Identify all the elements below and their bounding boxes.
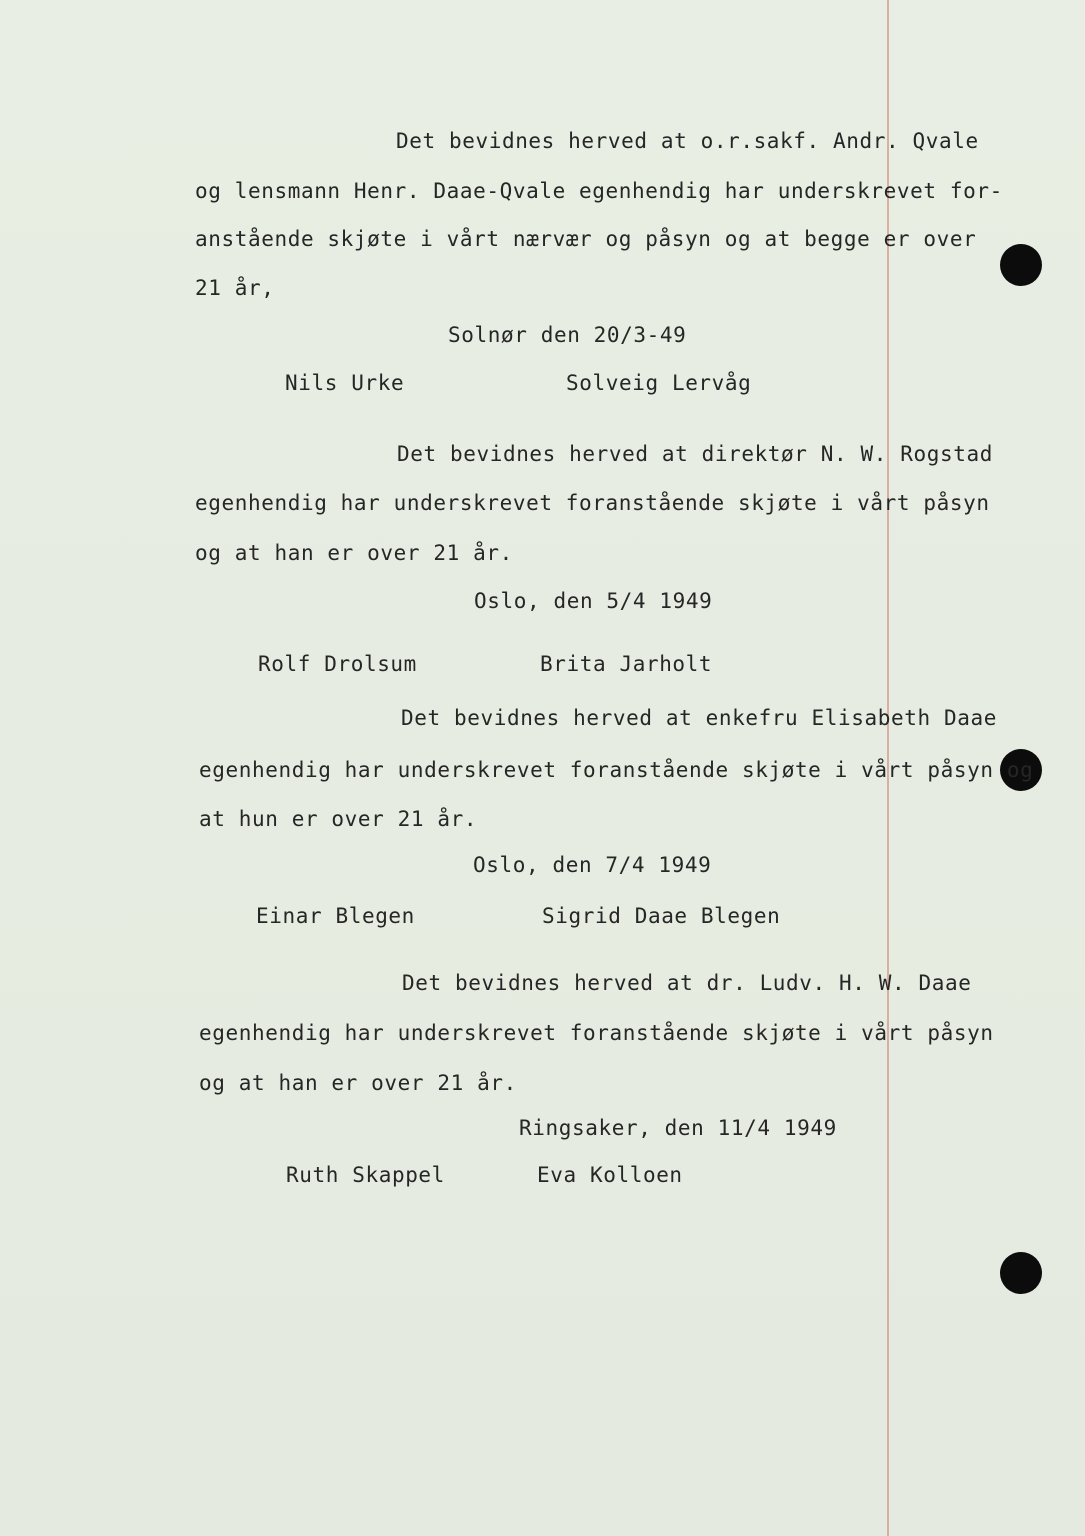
- attestation-2-line-3: og at han er over 21 år.: [195, 541, 513, 565]
- attestation-4-witness-2: Eva Kolloen: [537, 1163, 683, 1187]
- attestation-3-place-date: Oslo, den 7/4 1949: [473, 853, 712, 877]
- attestation-4-line-3: og at han er over 21 år.: [199, 1071, 517, 1095]
- attestation-1-witness-2: Solveig Lervåg: [566, 371, 752, 395]
- punch-hole: [1000, 1252, 1042, 1294]
- attestation-1-witness-1: Nils Urke: [285, 371, 405, 395]
- attestation-3-line-1: Det bevidnes herved at enkefru Elisabeth Daae: [401, 706, 997, 730]
- attestation-3-line-2: egenhendig har underskrevet foranstående skjøte i vårt påsyn og: [199, 758, 1034, 782]
- attestation-1-place-date: Solnør den 20/3-49: [448, 323, 687, 347]
- attestation-2-line-2: egenhendig har underskrevet foranstående skjøte i vårt påsyn: [195, 491, 990, 515]
- attestation-3-witness-1: Einar Blegen: [256, 904, 415, 928]
- attestation-2-line-1: Det bevidnes herved at direktør N. W. Rogstad: [397, 442, 993, 466]
- attestation-4-witness-1: Ruth Skappel: [286, 1163, 445, 1187]
- attestation-1-line-2: og lensmann Henr. Daae-Qvale egenhendig har underskrevet for-: [195, 179, 1003, 203]
- attestation-4-line-2: egenhendig har underskrevet foranstående skjøte i vårt påsyn: [199, 1021, 994, 1045]
- attestation-3-line-3: at hun er over 21 år.: [199, 807, 478, 831]
- attestation-1-line-3: anstående skjøte i vårt nærvær og påsyn og at begge er over: [195, 227, 977, 251]
- attestation-2-witness-1: Rolf Drolsum: [258, 652, 417, 676]
- attestation-2-place-date: Oslo, den 5/4 1949: [474, 589, 713, 613]
- attestation-1-line-4: 21 år,: [195, 276, 275, 300]
- attestation-1-line-1: Det bevidnes herved at o.r.sakf. Andr. Qvale: [396, 129, 979, 153]
- attestation-4-line-1: Det bevidnes herved at dr. Ludv. H. W. Daae: [402, 971, 972, 995]
- punch-hole: [1000, 244, 1042, 286]
- attestation-3-witness-2: Sigrid Daae Blegen: [542, 904, 781, 928]
- attestation-2-witness-2: Brita Jarholt: [540, 652, 713, 676]
- attestation-4-place-date: Ringsaker, den 11/4 1949: [519, 1116, 837, 1140]
